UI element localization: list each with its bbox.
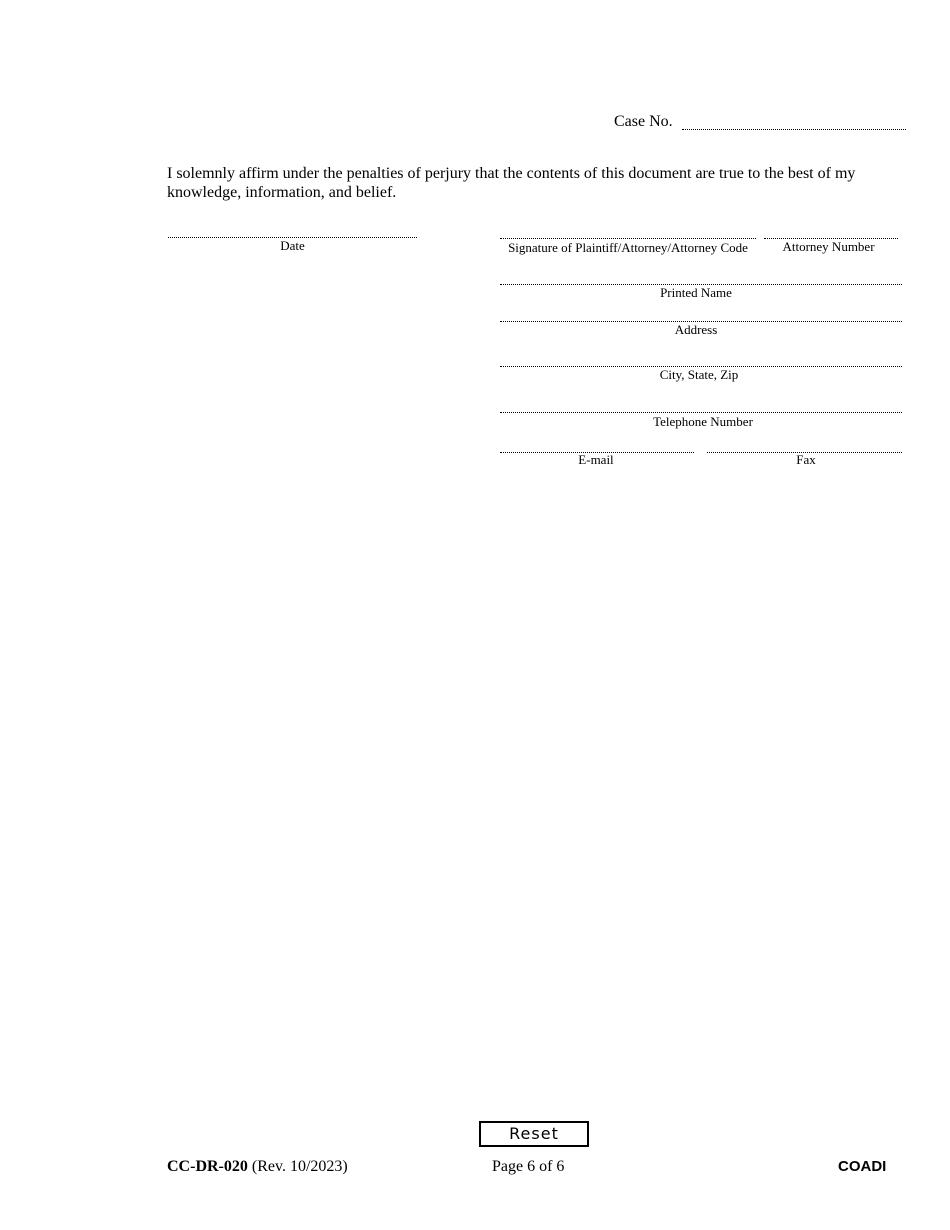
printed-name-label: Printed Name — [660, 285, 732, 300]
signature-field[interactable] — [500, 238, 756, 239]
email-label: E-mail — [578, 452, 614, 467]
form-id — [167, 1157, 348, 1177]
telephone-field[interactable] — [500, 412, 902, 413]
address-label: Address — [674, 322, 718, 337]
form-revision: (Rev. 10/2023) — [251, 1158, 348, 1175]
case-number-field[interactable] — [682, 129, 906, 130]
case-number-label: Case No. — [614, 113, 673, 130]
fax-label: Fax — [796, 452, 816, 467]
form-code: CC-DR-020 — [167, 1158, 248, 1175]
city-state-zip-label: City, State, Zip — [659, 367, 739, 382]
attorney-number-label: Attorney Number — [782, 239, 875, 254]
reset-button[interactable]: Reset — [479, 1121, 589, 1147]
date-label: Date — [280, 238, 305, 253]
signature-label: Signature of Plaintiff/Attorney/Attorney Code — [508, 240, 748, 255]
telephone-label: Telephone Number — [653, 414, 753, 429]
page-number: Page 6 of 6 — [492, 1158, 565, 1175]
brand-mark: COADI — [838, 1158, 887, 1175]
affirmation-text: I solemnly affirm under the penalties of perjury that the contents of this document are true to the best of my knowledge, information, and belief. — [167, 165, 856, 201]
